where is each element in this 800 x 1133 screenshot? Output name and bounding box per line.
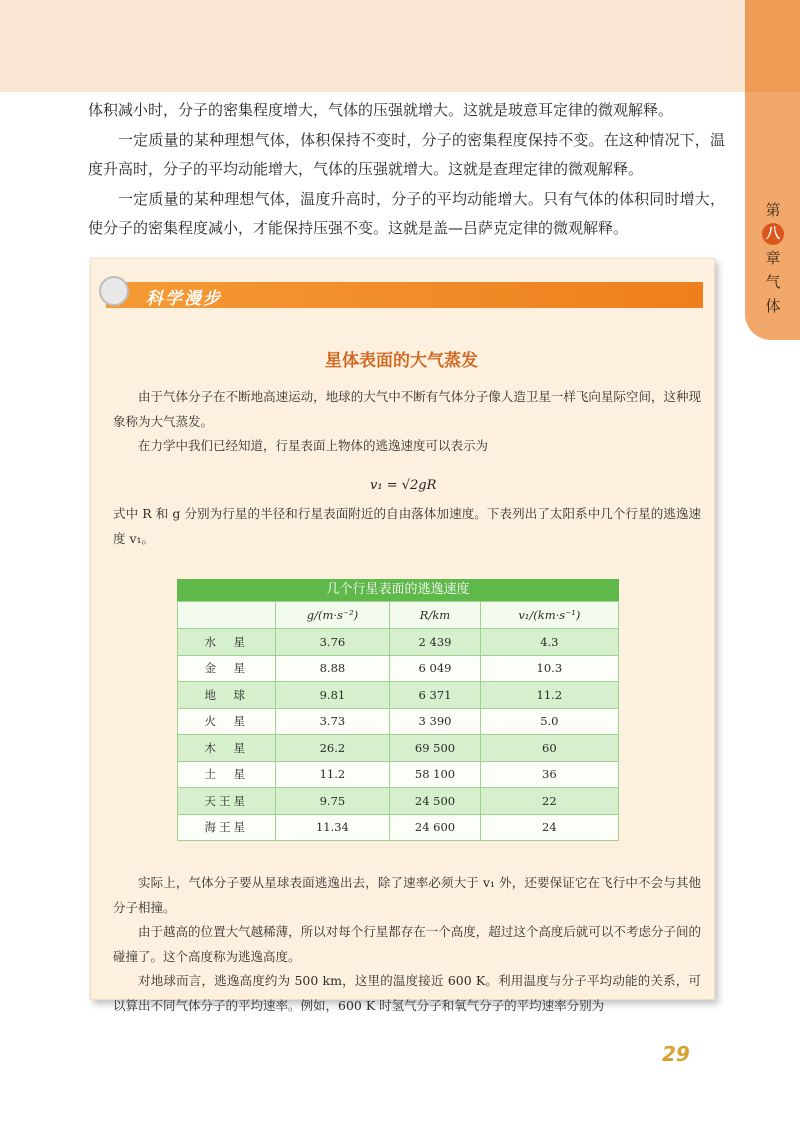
header-cell: v₁/(km·s⁻¹) bbox=[480, 602, 618, 629]
panel-paragraph-6: 对地球而言，逃逸高度约为 500 km，这里的温度接近 600 K。利用温度与分子平均动能的关系，可以算出不同气体分子的平均速率。例如，600 K 时氢气分子和氧气分子的平均速率分别为 bbox=[113, 973, 701, 1013]
radius-cell: 58 100 bbox=[390, 761, 480, 788]
panel-paragraph-1: 由于气体分子在不断地高速运动，地球的大气中不断有气体分子像人造卫星一样飞向星际空间，这种现象称为大气蒸发。 bbox=[113, 389, 701, 429]
radius-cell: 69 500 bbox=[390, 735, 480, 762]
panel-paragraph-3: 式中 R 和 g 分别为行星的半径和行星表面附近的自由落体加速度。下表列出了太阳系中几个行星的逃逸速度 v₁。 bbox=[113, 506, 701, 546]
escape-velocity-cell: 60 bbox=[480, 735, 618, 762]
chapter-label bbox=[748, 198, 798, 318]
planet-name-cell: 天王星 bbox=[178, 788, 276, 815]
panel-text-intro bbox=[113, 385, 701, 459]
header-cell bbox=[178, 602, 276, 629]
escape-velocity-cell: 24 bbox=[480, 814, 618, 841]
panel-text-outro bbox=[113, 871, 701, 1018]
escape-velocity-table bbox=[177, 579, 619, 841]
planet-name-cell: 金 星 bbox=[178, 655, 276, 682]
table-row bbox=[178, 761, 619, 788]
radius-cell: 24 500 bbox=[390, 788, 480, 815]
table-row bbox=[178, 708, 619, 735]
planet-name-cell: 地 球 bbox=[178, 682, 276, 709]
gravity-cell: 26.2 bbox=[275, 735, 390, 762]
gravity-cell: 11.2 bbox=[275, 761, 390, 788]
gravity-cell: 3.73 bbox=[275, 708, 390, 735]
escape-velocity-cell: 36 bbox=[480, 761, 618, 788]
planet-name-cell: 海王星 bbox=[178, 814, 276, 841]
planet-name-cell: 水 星 bbox=[178, 629, 276, 656]
body-text bbox=[88, 96, 725, 244]
escape-velocity-cell: 22 bbox=[480, 788, 618, 815]
panel-text-formula-note bbox=[113, 502, 701, 551]
radius-cell: 6 049 bbox=[390, 655, 480, 682]
chapter-number-badge: 八 bbox=[762, 223, 784, 245]
chapter-name-1: 气 bbox=[765, 273, 781, 291]
table-caption: 几个行星表面的逃逸速度 bbox=[177, 579, 619, 601]
planet-name-cell: 土 星 bbox=[178, 761, 276, 788]
gravity-cell: 9.75 bbox=[275, 788, 390, 815]
banner-title: 科学漫步 bbox=[146, 289, 222, 309]
gravity-cell: 3.76 bbox=[275, 629, 390, 656]
gravity-cell: 8.88 bbox=[275, 655, 390, 682]
panel-paragraph-2: 在力学中我们已经知道，行星表面上物体的逃逸速度可以表示为 bbox=[138, 438, 489, 453]
header-cell: g/(m·s⁻²) bbox=[275, 602, 390, 629]
escape-velocity-formula: v₁ = √2gR bbox=[370, 478, 437, 493]
radius-cell: 24 600 bbox=[390, 814, 480, 841]
table-row bbox=[178, 735, 619, 762]
chapter-prefix: 第 bbox=[765, 201, 781, 219]
table-row bbox=[178, 814, 619, 841]
article-title: 星体表面的大气蒸发 bbox=[325, 351, 478, 371]
chapter-suffix: 章 bbox=[765, 249, 781, 267]
header-band bbox=[0, 0, 745, 92]
table-row bbox=[178, 788, 619, 815]
table-row bbox=[178, 655, 619, 682]
body-paragraph-1: 体积减小时，分子的密集程度增大，气体的压强就增大。这就是玻意耳定律的微观解释。 bbox=[88, 101, 674, 119]
table-header-row bbox=[178, 602, 619, 629]
panel-paragraph-4: 实际上，气体分子要从星球表面逃逸出去，除了速率必须大于 v₁ 外，还要保证它在飞行中不会与其他分子相撞。 bbox=[113, 875, 701, 915]
planet-name-cell: 木 星 bbox=[178, 735, 276, 762]
table-row bbox=[178, 629, 619, 656]
chapter-tab-top bbox=[745, 0, 800, 92]
escape-velocity-cell: 10.3 bbox=[480, 655, 618, 682]
body-paragraph-2: 一定质量的某种理想气体，体积保持不变时，分子的密集程度保持不变。在这种情况下，温度升高时，分子的平均动能增大，气体的压强就增大。这就是查理定律的微观解释。 bbox=[88, 130, 725, 178]
body-paragraph-3: 一定质量的某种理想气体，温度升高时，分子的平均动能增大。只有气体的体积同时增大，使分子的密集程度减小，才能保持压强不变。这就是盖—吕萨克定律的微观解释。 bbox=[88, 189, 725, 237]
table-row bbox=[178, 682, 619, 709]
page-number: 29 bbox=[662, 1042, 690, 1066]
radius-cell: 2 439 bbox=[390, 629, 480, 656]
escape-velocity-cell: 11.2 bbox=[480, 682, 618, 709]
planet-name-cell: 火 星 bbox=[178, 708, 276, 735]
radius-cell: 3 390 bbox=[390, 708, 480, 735]
radius-cell: 6 371 bbox=[390, 682, 480, 709]
gravity-cell: 9.81 bbox=[275, 682, 390, 709]
escape-velocity-cell: 4.3 bbox=[480, 629, 618, 656]
banner-ring-icon bbox=[99, 276, 129, 306]
escape-velocity-cell: 5.0 bbox=[480, 708, 618, 735]
gravity-cell: 11.34 bbox=[275, 814, 390, 841]
chapter-name-2: 体 bbox=[765, 297, 781, 315]
header-cell: R/km bbox=[390, 602, 480, 629]
panel-paragraph-5: 由于越高的位置大气越稀薄，所以对每个行星都存在一个高度，超过这个高度后就可以不考虑分子间的碰撞了。这个高度称为逃逸高度。 bbox=[113, 924, 701, 964]
